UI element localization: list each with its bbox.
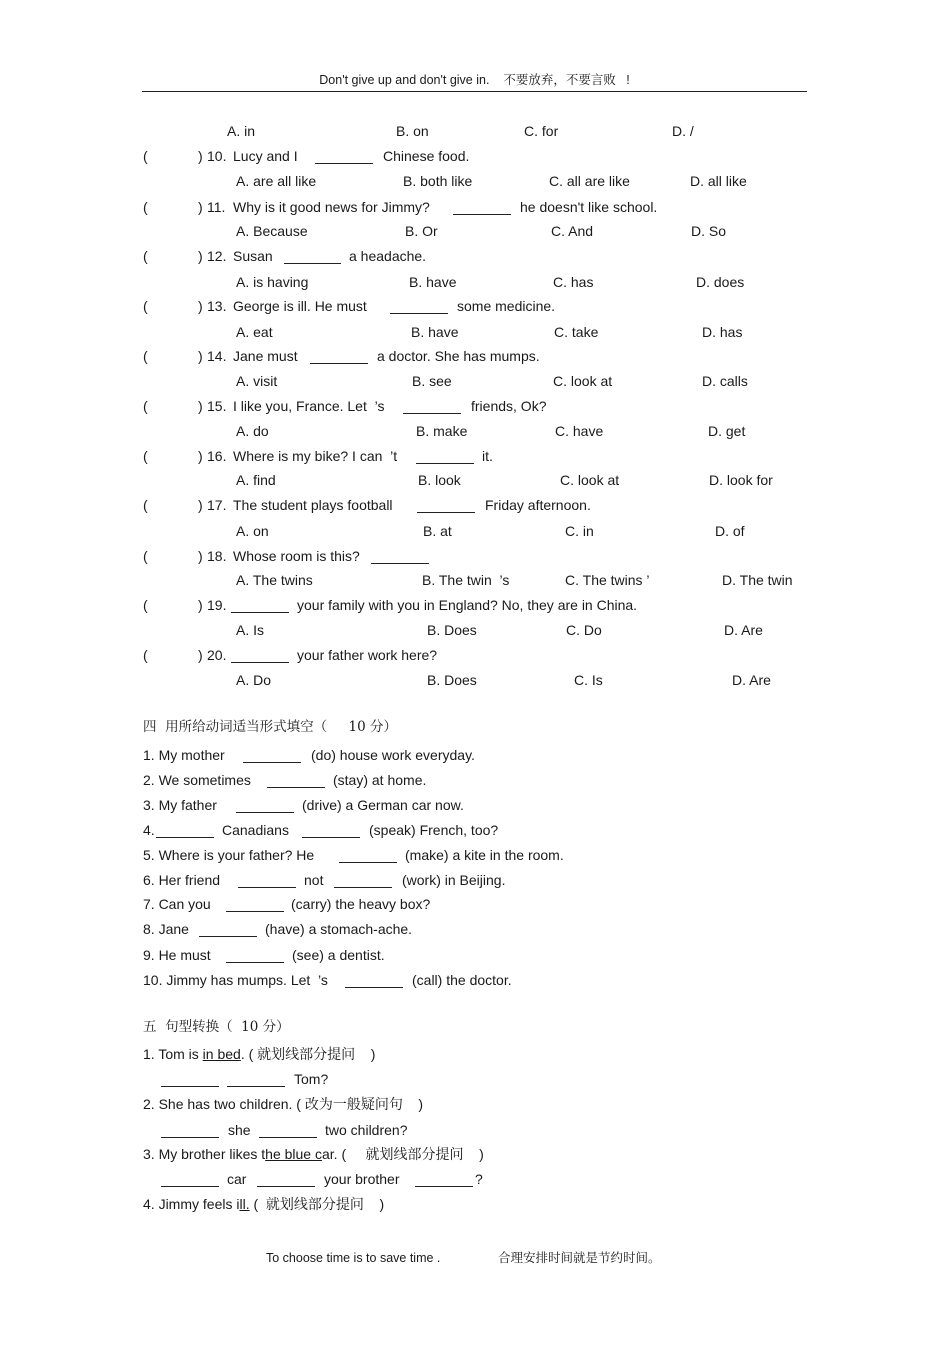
fill-item-3	[0, 795, 950, 815]
question-number: 14.	[207, 348, 227, 364]
fill-item-5	[0, 845, 950, 865]
fill-item-10	[0, 970, 950, 990]
question-14-options	[0, 371, 950, 391]
transform-item-3	[0, 1144, 950, 1164]
option-a: A. on	[236, 523, 269, 539]
option-a: A. visit	[236, 373, 278, 389]
question-19-options	[0, 620, 950, 640]
question-20-options	[0, 670, 950, 690]
answer-blank[interactable]	[231, 662, 289, 663]
transform-answer-3	[0, 1169, 950, 1189]
question-text: Jane must	[233, 348, 298, 364]
question-text: Lucy and I	[233, 148, 298, 164]
option-b: B. Does	[427, 622, 477, 638]
option-b: B. Or	[405, 223, 438, 239]
option-a: A. find	[236, 472, 276, 488]
answer-blank[interactable]	[161, 1186, 219, 1187]
option-b: B. at	[423, 523, 452, 539]
option-b: B. make	[416, 423, 468, 439]
question-text-after: your family with you in England? No, they are in China.	[297, 597, 638, 613]
answer-blank[interactable]	[236, 812, 294, 813]
section-4-title: 四 用所给动词适当形式填空（ 10 分）	[143, 719, 398, 735]
fill-item-text: 1. My mother	[143, 747, 225, 763]
transform-item-2	[0, 1094, 950, 1114]
option-b: B. on	[396, 123, 429, 139]
fill-item-9	[0, 945, 950, 965]
answer-blank[interactable]	[310, 363, 368, 364]
answer-paren-open: (	[143, 148, 148, 164]
option-c: C. look at	[560, 472, 620, 488]
question-text: Susan	[233, 248, 273, 264]
underlined-phrase: he blue c	[265, 1146, 322, 1162]
answer-blank[interactable]	[417, 512, 475, 513]
fill-item-text-after: (make) a kite in the room.	[405, 847, 564, 863]
fill-item-text: 6. Her friend	[143, 872, 221, 888]
fill-item-7	[0, 894, 950, 914]
option-d: D. does	[696, 274, 745, 290]
question-text: George is ill. He must	[233, 298, 367, 314]
question-17-options	[0, 521, 950, 541]
underlined-phrase: ll.	[239, 1196, 250, 1212]
header-rule	[142, 91, 807, 92]
question-number: 10.	[207, 148, 227, 164]
question-text-after: Friday afternoon.	[485, 497, 591, 513]
answer-blank[interactable]	[226, 911, 284, 912]
answer-paren-open: (	[143, 597, 148, 613]
answer-paren-open: (	[143, 348, 148, 364]
option-c: C. take	[554, 324, 599, 340]
answer-paren-close: )	[198, 398, 203, 414]
answer-paren-open: (	[143, 497, 148, 513]
option-c: C. for	[524, 123, 559, 139]
answer-paren-open: (	[143, 199, 148, 215]
underlined-phrase: in bed	[202, 1046, 241, 1062]
fill-item-6	[0, 870, 950, 890]
footer-english: To choose time is to save time .	[266, 1251, 441, 1265]
option-c: C. in	[565, 523, 594, 539]
answer-blank[interactable]	[453, 214, 511, 215]
transform-instruction: . ( 就划线部分提问 )	[240, 1046, 376, 1062]
option-d: D. calls	[702, 373, 748, 389]
option-c: C. The twins ’	[565, 572, 650, 588]
question-16	[0, 446, 950, 466]
question-text: The student plays football	[233, 497, 393, 513]
transform-text-start: 1. Tom is	[143, 1046, 203, 1062]
answer-blank[interactable]	[284, 263, 341, 264]
answer-word: ?	[475, 1171, 483, 1187]
answer-paren-close: )	[198, 497, 203, 513]
option-d: D. /	[672, 123, 694, 139]
option-b: B. look	[418, 472, 461, 488]
q9-options	[0, 121, 950, 141]
option-b: B. both like	[403, 173, 473, 189]
question-text: Where is my bike? I can ’t	[233, 448, 398, 464]
option-b: B. have	[409, 274, 457, 290]
answer-blank[interactable]	[339, 862, 397, 863]
question-text-after: your father work here?	[297, 647, 438, 663]
answer-paren-open: (	[143, 248, 148, 264]
fill-item-text-after: (stay) at home.	[333, 772, 427, 788]
answer-word: she	[228, 1122, 251, 1138]
fill-item-4	[0, 820, 950, 840]
answer-blank[interactable]	[156, 837, 214, 838]
transform-item-1	[0, 1044, 950, 1064]
answer-blank[interactable]	[416, 463, 474, 464]
answer-blank[interactable]	[259, 1137, 317, 1138]
transform-text	[143, 1044, 375, 1064]
fill-item-text-after: (have) a stomach-ache.	[265, 921, 413, 937]
question-text-after: some medicine.	[457, 298, 556, 314]
answer-blank[interactable]	[257, 1186, 315, 1187]
question-number: 13.	[207, 298, 227, 314]
fill-item-text-after: (do) house work everyday.	[311, 747, 475, 763]
option-d: D. has	[702, 324, 743, 340]
question-16-options	[0, 470, 950, 490]
answer-word: car	[227, 1171, 247, 1187]
question-20	[0, 645, 950, 665]
fill-item-text-mid: Canadians	[222, 822, 289, 838]
question-number: 20.	[207, 647, 227, 663]
answer-paren-close: )	[198, 199, 203, 215]
fill-item-8	[0, 919, 950, 939]
fill-item-2	[0, 770, 950, 790]
question-text-after: a doctor. She has mumps.	[377, 348, 540, 364]
transform-text-start: 3. My brother likes t	[143, 1146, 266, 1162]
transform-text: 2. She has two children. ( 改为一般疑问句 )	[143, 1096, 424, 1112]
option-d: D. The twin	[722, 572, 793, 588]
answer-blank[interactable]	[371, 563, 429, 564]
transform-answer-2	[0, 1120, 950, 1140]
answer-paren-open: (	[143, 298, 148, 314]
answer-blank[interactable]	[243, 762, 301, 763]
option-a: A. eat	[236, 324, 273, 340]
option-d: D. all like	[690, 173, 747, 189]
answer-paren-close: )	[198, 348, 203, 364]
question-11	[0, 197, 950, 217]
transform-instruction: ( 就划线部分提问 )	[249, 1196, 385, 1212]
answer-paren-close: )	[198, 597, 203, 613]
option-b: B. Does	[427, 672, 477, 688]
option-d: D. look for	[709, 472, 773, 488]
question-number: 17.	[207, 497, 227, 513]
fill-item-text: 8. Jane	[143, 921, 189, 937]
answer-blank[interactable]	[267, 787, 325, 788]
answer-paren-close: )	[198, 148, 203, 164]
question-number: 16.	[207, 448, 227, 464]
answer-word: Tom?	[294, 1071, 329, 1087]
option-a: A. Because	[236, 223, 308, 239]
fill-item-1	[0, 745, 950, 765]
option-d: D. Are	[732, 672, 771, 688]
footer-chinese: 合理安排时间就是节约时间。	[498, 1251, 661, 1265]
fill-item-text-after: (work) in Beijing.	[402, 872, 506, 888]
fill-item-text-after: (carry) the heavy box?	[291, 896, 431, 912]
answer-paren-open: (	[143, 548, 148, 564]
answer-paren-close: )	[198, 448, 203, 464]
question-10-options	[0, 171, 950, 191]
question-11-options	[0, 221, 950, 241]
question-text-after: it.	[482, 448, 493, 464]
transform-instruction: ar. ( 就划线部分提问 )	[321, 1146, 484, 1162]
transform-item-4	[0, 1194, 950, 1214]
fill-item-text-after: (see) a dentist.	[292, 947, 385, 963]
question-text-after: friends, Ok?	[471, 398, 547, 414]
answer-blank[interactable]	[161, 1137, 219, 1138]
option-a: A. Do	[236, 672, 272, 688]
answer-paren-open: (	[143, 647, 148, 663]
answer-paren-close: )	[198, 248, 203, 264]
question-number: 12.	[207, 248, 227, 264]
option-d: D. So	[691, 223, 727, 239]
question-number: 15.	[207, 398, 227, 414]
answer-blank[interactable]	[227, 1086, 285, 1087]
answer-blank[interactable]	[161, 1086, 219, 1087]
answer-blank[interactable]	[345, 987, 403, 988]
question-15	[0, 396, 950, 416]
question-text: I like you, France. Let ’s	[233, 398, 385, 414]
option-a: A. is having	[236, 274, 309, 290]
answer-blank[interactable]	[334, 887, 392, 888]
answer-blank[interactable]	[199, 936, 257, 937]
question-13	[0, 296, 950, 316]
option-c: C. Is	[574, 672, 603, 688]
fill-item-text: 3. My father	[143, 797, 217, 813]
answer-blank[interactable]	[415, 1186, 473, 1187]
option-b: B. The twin ’s	[422, 572, 510, 588]
page-footer	[0, 1248, 950, 1268]
option-c: C. have	[555, 423, 604, 439]
fill-item-text-after: (call) the doctor.	[412, 972, 512, 988]
option-c: C. And	[551, 223, 594, 239]
question-19	[0, 595, 950, 615]
question-17	[0, 495, 950, 515]
option-c: C. has	[553, 274, 594, 290]
answer-paren-open: (	[143, 398, 148, 414]
question-12	[0, 246, 950, 266]
fill-item-text: 9. He must	[143, 947, 211, 963]
answer-blank[interactable]	[302, 837, 360, 838]
answer-blank[interactable]	[231, 612, 289, 613]
option-c: C. Do	[566, 622, 602, 638]
question-13-options	[0, 322, 950, 342]
answer-paren-close: )	[198, 298, 203, 314]
option-c: C. all are like	[549, 173, 630, 189]
option-d: D. Are	[724, 622, 763, 638]
question-text: Whose room is this?	[233, 548, 360, 564]
answer-blank[interactable]	[238, 887, 296, 888]
answer-blank[interactable]	[390, 313, 448, 314]
answer-blank[interactable]	[403, 413, 461, 414]
question-number: 11.	[207, 199, 226, 215]
transform-text-start: 4. Jimmy feels i	[143, 1196, 240, 1212]
fill-item-text: 10. Jimmy has mumps. Let ’s	[143, 972, 328, 988]
answer-paren-close: )	[198, 647, 203, 663]
transform-text	[143, 1194, 384, 1214]
answer-paren-open: (	[143, 448, 148, 464]
question-10	[0, 146, 950, 166]
option-a: A. Is	[236, 622, 265, 638]
answer-word: your brother	[324, 1171, 400, 1187]
fill-item-text: 4.	[143, 822, 155, 838]
answer-word: two children?	[325, 1122, 408, 1138]
fill-item-text-mid: not	[304, 872, 324, 888]
option-c: C. look at	[553, 373, 613, 389]
question-12-options	[0, 272, 950, 292]
option-d: D. of	[715, 523, 745, 539]
fill-item-text-after: (speak) French, too?	[369, 822, 499, 838]
question-text-after: a headache.	[349, 248, 427, 264]
option-a: A. in	[227, 123, 256, 139]
fill-item-text-after: (drive) a German car now.	[302, 797, 464, 813]
option-b: B. see	[412, 373, 452, 389]
fill-item-text: 7. Can you	[143, 896, 211, 912]
answer-paren-close: )	[198, 548, 203, 564]
answer-blank[interactable]	[315, 163, 373, 164]
transform-answer-1	[0, 1069, 950, 1089]
fill-item-text: 2. We sometimes	[143, 772, 251, 788]
option-d: D. get	[708, 423, 746, 439]
question-text-after: Chinese food.	[383, 148, 470, 164]
option-b: B. have	[411, 324, 459, 340]
question-text: Why is it good news for Jimmy?	[233, 199, 430, 215]
option-a: A. do	[236, 423, 269, 439]
question-14	[0, 346, 950, 366]
fill-item-text: 5. Where is your father? He	[143, 847, 315, 863]
question-number: 19.	[207, 597, 227, 613]
transform-text	[143, 1144, 484, 1164]
page-header: Don't give up and don't give in. 不要放弃，不要言败 !	[319, 73, 630, 87]
answer-blank[interactable]	[226, 962, 284, 963]
question-18-options	[0, 570, 950, 590]
option-a: A. The twins	[236, 572, 313, 588]
question-15-options	[0, 421, 950, 441]
option-a: A. are all like	[236, 173, 317, 189]
question-number: 18.	[207, 548, 227, 564]
question-18	[0, 546, 950, 566]
question-text-after: he doesn't like school.	[520, 199, 658, 215]
section-5-title: 五 句型转换（ 10 分）	[143, 1019, 290, 1035]
